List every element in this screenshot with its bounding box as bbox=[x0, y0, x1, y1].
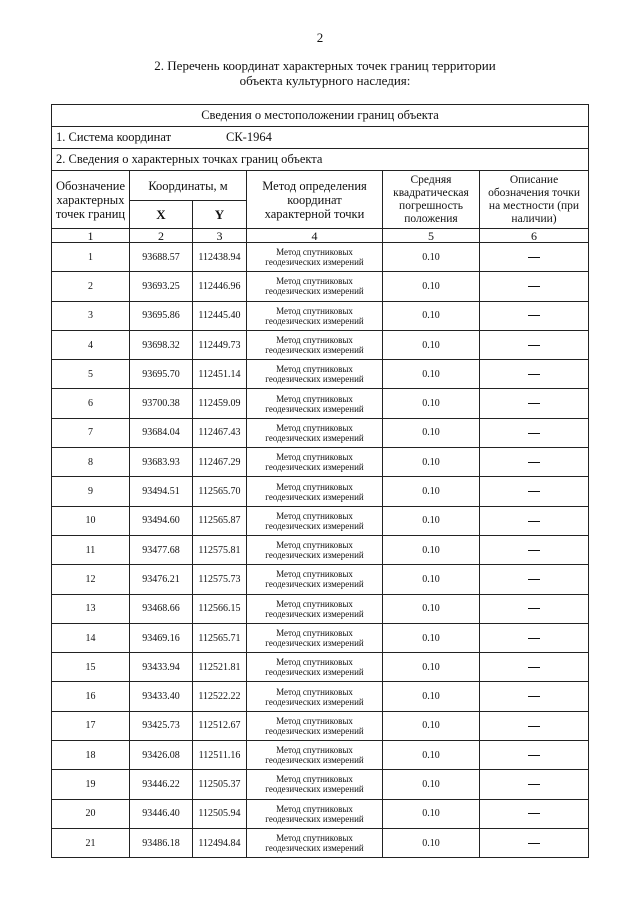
description-cell bbox=[480, 770, 589, 799]
method-line-2: геодезических измерений bbox=[265, 374, 364, 385]
point-id: 1 bbox=[52, 243, 130, 272]
description-cell bbox=[480, 594, 589, 623]
point-id: 7 bbox=[52, 418, 130, 447]
section-header: Сведения о местоположении границ объекта bbox=[52, 105, 589, 127]
coord-x: 93426.08 bbox=[130, 741, 193, 770]
accuracy-value: 0.10 bbox=[383, 535, 480, 564]
method-cell bbox=[247, 477, 383, 506]
col-header-x: X bbox=[130, 201, 193, 229]
coord-y: 112445.40 bbox=[193, 301, 247, 330]
accuracy-value: 0.10 bbox=[383, 741, 480, 770]
table-row bbox=[52, 477, 589, 506]
description-cell bbox=[480, 301, 589, 330]
accuracy-value: 0.10 bbox=[383, 623, 480, 652]
table-row bbox=[52, 301, 589, 330]
description-cell bbox=[480, 330, 589, 359]
col-header-designation: Обозначение характерных точек границ bbox=[52, 171, 130, 229]
method-line-2: геодезических измерений bbox=[265, 315, 364, 326]
description-cell bbox=[480, 243, 589, 272]
method-line-2: геодезических измерений bbox=[265, 608, 364, 619]
description-cell bbox=[480, 711, 589, 740]
method-line-1: Метод спутниковых bbox=[276, 598, 353, 609]
method-line-2: геодезических измерений bbox=[265, 667, 364, 678]
column-number: 5 bbox=[383, 229, 480, 243]
description-cell bbox=[480, 828, 589, 857]
accuracy-value: 0.10 bbox=[383, 682, 480, 711]
point-id: 6 bbox=[52, 389, 130, 418]
table-row bbox=[52, 243, 589, 272]
coord-x: 93695.70 bbox=[130, 360, 193, 389]
coord-y: 112446.96 bbox=[193, 272, 247, 301]
method-cell bbox=[247, 828, 383, 857]
table-row bbox=[52, 653, 589, 682]
table-row bbox=[52, 418, 589, 447]
table-row bbox=[52, 711, 589, 740]
dash-mark bbox=[528, 257, 540, 258]
coord-y: 112467.29 bbox=[193, 448, 247, 477]
dash-mark bbox=[528, 286, 540, 287]
accuracy-value: 0.10 bbox=[383, 828, 480, 857]
col-header-method: Метод определения координат характерной точки bbox=[247, 171, 383, 229]
dash-mark bbox=[528, 784, 540, 785]
column-number: 3 bbox=[193, 229, 247, 243]
method-cell bbox=[247, 272, 383, 301]
description-cell bbox=[480, 623, 589, 652]
column-numbers-row bbox=[52, 229, 589, 243]
col-header-description: Описание обозначения точки на местности (при наличии) bbox=[480, 171, 589, 229]
coord-x: 93469.16 bbox=[130, 623, 193, 652]
table-row bbox=[52, 741, 589, 770]
method-line-1: Метод спутниковых bbox=[276, 481, 353, 492]
dash-mark bbox=[528, 374, 540, 375]
method-cell bbox=[247, 594, 383, 623]
table-row bbox=[52, 360, 589, 389]
accuracy-value: 0.10 bbox=[383, 330, 480, 359]
method-line-1: Метод спутниковых bbox=[276, 364, 353, 375]
method-line-1: Метод спутниковых bbox=[276, 510, 353, 521]
point-id: 13 bbox=[52, 594, 130, 623]
coord-y: 112512.67 bbox=[193, 711, 247, 740]
dash-mark bbox=[528, 315, 540, 316]
coord-x: 93477.68 bbox=[130, 535, 193, 564]
description-cell bbox=[480, 448, 589, 477]
point-id: 12 bbox=[52, 565, 130, 594]
description-cell bbox=[480, 506, 589, 535]
method-cell bbox=[247, 243, 383, 272]
coord-x: 93433.40 bbox=[130, 682, 193, 711]
coord-y: 112521.81 bbox=[193, 653, 247, 682]
method-cell bbox=[247, 799, 383, 828]
method-line-2: геодезических измерений bbox=[265, 257, 364, 268]
accuracy-value: 0.10 bbox=[383, 301, 480, 330]
dash-mark bbox=[528, 843, 540, 844]
accuracy-value: 0.10 bbox=[383, 594, 480, 623]
coord-y: 112438.94 bbox=[193, 243, 247, 272]
coord-y: 112575.81 bbox=[193, 535, 247, 564]
dash-mark bbox=[528, 608, 540, 609]
accuracy-value: 0.10 bbox=[383, 565, 480, 594]
description-cell bbox=[480, 418, 589, 447]
method-line-2: геодезических измерений bbox=[265, 403, 364, 414]
table-row bbox=[52, 448, 589, 477]
description-cell bbox=[480, 565, 589, 594]
method-cell bbox=[247, 330, 383, 359]
method-cell bbox=[247, 301, 383, 330]
method-line-2: геодезических измерений bbox=[265, 462, 364, 473]
coord-x: 93693.25 bbox=[130, 272, 193, 301]
column-header-row-1 bbox=[52, 171, 589, 201]
method-line-2: геодезических измерений bbox=[265, 491, 364, 502]
method-line-2: геодезических измерений bbox=[265, 638, 364, 648]
method-line-1: Метод спутниковых bbox=[276, 422, 353, 433]
description-cell bbox=[480, 535, 589, 564]
coord-y: 112494.84 bbox=[193, 828, 247, 857]
method-line-2: геодезических измерений bbox=[265, 550, 364, 561]
coord-x: 93688.57 bbox=[130, 243, 193, 272]
table-row bbox=[52, 770, 589, 799]
method-line-1: Метод спутниковых bbox=[276, 686, 353, 697]
coord-x: 93476.21 bbox=[130, 565, 193, 594]
coord-y: 112467.43 bbox=[193, 418, 247, 447]
method-cell bbox=[247, 623, 383, 652]
col-header-y: Y bbox=[193, 201, 247, 229]
dash-mark bbox=[528, 579, 540, 580]
description-cell bbox=[480, 272, 589, 301]
table-row bbox=[52, 389, 589, 418]
coord-system-value: СК-1964 bbox=[226, 130, 272, 144]
point-id: 8 bbox=[52, 448, 130, 477]
method-cell bbox=[247, 770, 383, 799]
dash-mark bbox=[528, 726, 540, 727]
description-cell bbox=[480, 799, 589, 828]
point-id: 16 bbox=[52, 682, 130, 711]
method-line-2: геодезических измерений bbox=[265, 755, 364, 766]
method-line-1: Метод спутниковых bbox=[276, 247, 353, 258]
description-cell bbox=[480, 360, 589, 389]
dash-mark bbox=[528, 638, 540, 639]
method-line-2: геодезических измерений bbox=[265, 520, 364, 531]
point-id: 17 bbox=[52, 711, 130, 740]
dash-mark bbox=[528, 433, 540, 434]
accuracy-value: 0.10 bbox=[383, 448, 480, 477]
table-row bbox=[52, 623, 589, 652]
table-row bbox=[52, 272, 589, 301]
table-row bbox=[52, 799, 589, 828]
point-id: 20 bbox=[52, 799, 130, 828]
column-number: 1 bbox=[52, 229, 130, 243]
method-line-1: Метод спутниковых bbox=[276, 833, 353, 844]
coord-x: 93425.73 bbox=[130, 711, 193, 740]
points-header-row bbox=[52, 149, 589, 171]
method-line-1: Метод спутниковых bbox=[276, 335, 353, 346]
method-line-1: Метод спутниковых bbox=[276, 745, 353, 756]
method-line-2: геодезических измерений bbox=[265, 286, 364, 297]
method-line-1: Метод спутниковых bbox=[276, 305, 353, 316]
coord-y: 112522.22 bbox=[193, 682, 247, 711]
dash-mark bbox=[528, 696, 540, 697]
method-line-1: Метод спутниковых bbox=[276, 452, 353, 463]
coord-x: 93446.22 bbox=[130, 770, 193, 799]
table-row bbox=[52, 565, 589, 594]
accuracy-value: 0.10 bbox=[383, 711, 480, 740]
description-cell bbox=[480, 653, 589, 682]
accuracy-value: 0.10 bbox=[383, 360, 480, 389]
table-row bbox=[52, 330, 589, 359]
coord-x: 93698.32 bbox=[130, 330, 193, 359]
title-line-2: объекта культурного наследия: bbox=[239, 73, 411, 88]
table-row bbox=[52, 594, 589, 623]
accuracy-value: 0.10 bbox=[383, 272, 480, 301]
coord-y: 112451.14 bbox=[193, 360, 247, 389]
method-line-1: Метод спутниковых bbox=[276, 569, 353, 580]
method-line-2: геодезических измерений bbox=[265, 784, 364, 795]
accuracy-value: 0.10 bbox=[383, 389, 480, 418]
coord-x: 93494.51 bbox=[130, 477, 193, 506]
method-line-2: геодезических измерений bbox=[265, 725, 364, 736]
description-cell bbox=[480, 741, 589, 770]
table-row bbox=[52, 535, 589, 564]
dash-mark bbox=[528, 521, 540, 522]
method-line-2: геодезических измерений bbox=[265, 432, 364, 443]
coord-y: 112565.87 bbox=[193, 506, 247, 535]
point-id: 10 bbox=[52, 506, 130, 535]
col-header-coords: Координаты, м bbox=[130, 171, 247, 201]
method-line-1: Метод спутниковых bbox=[276, 657, 353, 668]
point-id: 19 bbox=[52, 770, 130, 799]
method-line-1: Метод спутниковых bbox=[276, 803, 353, 814]
dash-mark bbox=[528, 462, 540, 463]
method-cell bbox=[247, 448, 383, 477]
point-id: 21 bbox=[52, 828, 130, 857]
method-line-1: Метод спутниковых bbox=[276, 540, 353, 551]
table-row bbox=[52, 682, 589, 711]
dash-mark bbox=[528, 667, 540, 668]
title-line-1: 2. Перечень координат характерных точек границ территории bbox=[154, 58, 496, 73]
description-cell bbox=[480, 477, 589, 506]
points-header: 2. Сведения о характерных точках границ объекта bbox=[52, 149, 589, 171]
point-id: 14 bbox=[52, 623, 130, 652]
point-id: 3 bbox=[52, 301, 130, 330]
method-cell bbox=[247, 535, 383, 564]
coord-x: 93684.04 bbox=[130, 418, 193, 447]
coord-y: 112565.70 bbox=[193, 477, 247, 506]
description-cell bbox=[480, 389, 589, 418]
method-cell bbox=[247, 389, 383, 418]
coord-y: 112505.94 bbox=[193, 799, 247, 828]
dash-mark bbox=[528, 491, 540, 492]
coord-system-row bbox=[52, 127, 589, 149]
column-number: 2 bbox=[130, 229, 193, 243]
method-line-1: Метод спутниковых bbox=[276, 774, 353, 785]
method-line-1: Метод спутниковых bbox=[276, 715, 353, 726]
coord-x: 93446.40 bbox=[130, 799, 193, 828]
point-id: 9 bbox=[52, 477, 130, 506]
dash-mark bbox=[528, 345, 540, 346]
dash-mark bbox=[528, 755, 540, 756]
coord-y: 112575.73 bbox=[193, 565, 247, 594]
method-line-1: Метод спутниковых bbox=[276, 276, 353, 287]
coord-x: 93700.38 bbox=[130, 389, 193, 418]
coord-system-label: 1. Система координат bbox=[56, 130, 172, 144]
dash-mark bbox=[528, 813, 540, 814]
method-cell bbox=[247, 682, 383, 711]
coord-x: 93494.60 bbox=[130, 506, 193, 535]
method-cell bbox=[247, 506, 383, 535]
accuracy-value: 0.10 bbox=[383, 506, 480, 535]
coord-x: 93683.93 bbox=[130, 448, 193, 477]
method-line-2: геодезических измерений bbox=[265, 579, 364, 590]
coord-y: 112449.73 bbox=[193, 330, 247, 359]
method-cell bbox=[247, 653, 383, 682]
dash-mark bbox=[528, 550, 540, 551]
coordinates-table bbox=[51, 104, 589, 858]
dash-mark bbox=[528, 403, 540, 404]
method-cell bbox=[247, 360, 383, 389]
accuracy-value: 0.10 bbox=[383, 243, 480, 272]
method-line-1: Метод спутниковых bbox=[276, 393, 353, 404]
column-number: 6 bbox=[480, 229, 589, 243]
method-line-2: геодезических измерений bbox=[265, 696, 364, 707]
method-line-2: геодезических измерений bbox=[265, 843, 364, 854]
coord-x: 93695.86 bbox=[130, 301, 193, 330]
point-id: 5 bbox=[52, 360, 130, 389]
section-header-row bbox=[52, 105, 589, 127]
coord-y: 112511.16 bbox=[193, 741, 247, 770]
coord-x: 93486.18 bbox=[130, 828, 193, 857]
point-id: 18 bbox=[52, 741, 130, 770]
coord-y: 112505.37 bbox=[193, 770, 247, 799]
method-line-1: Метод спутниковых bbox=[276, 628, 353, 638]
accuracy-value: 0.10 bbox=[383, 477, 480, 506]
method-cell bbox=[247, 565, 383, 594]
point-id: 4 bbox=[52, 330, 130, 359]
page-number: 2 bbox=[316, 30, 324, 45]
point-id: 2 bbox=[52, 272, 130, 301]
method-line-2: геодезических измерений bbox=[265, 813, 364, 824]
accuracy-value: 0.10 bbox=[383, 418, 480, 447]
description-cell bbox=[480, 682, 589, 711]
coord-x: 93468.66 bbox=[130, 594, 193, 623]
table-row bbox=[52, 506, 589, 535]
table-row bbox=[52, 828, 589, 857]
method-line-2: геодезических измерений bbox=[265, 345, 364, 356]
accuracy-value: 0.10 bbox=[383, 653, 480, 682]
point-id: 15 bbox=[52, 653, 130, 682]
col-header-accuracy: Средняя квадратическая погрешность положения bbox=[383, 171, 480, 229]
coord-y: 112459.09 bbox=[193, 389, 247, 418]
document-title bbox=[120, 58, 530, 88]
accuracy-value: 0.10 bbox=[383, 770, 480, 799]
point-id: 11 bbox=[52, 535, 130, 564]
coord-y: 112566.15 bbox=[193, 594, 247, 623]
accuracy-value: 0.10 bbox=[383, 799, 480, 828]
column-number: 4 bbox=[247, 229, 383, 243]
method-cell bbox=[247, 418, 383, 447]
coord-y: 112565.71 bbox=[193, 623, 247, 652]
method-cell bbox=[247, 711, 383, 740]
coord-x: 93433.94 bbox=[130, 653, 193, 682]
method-cell bbox=[247, 741, 383, 770]
